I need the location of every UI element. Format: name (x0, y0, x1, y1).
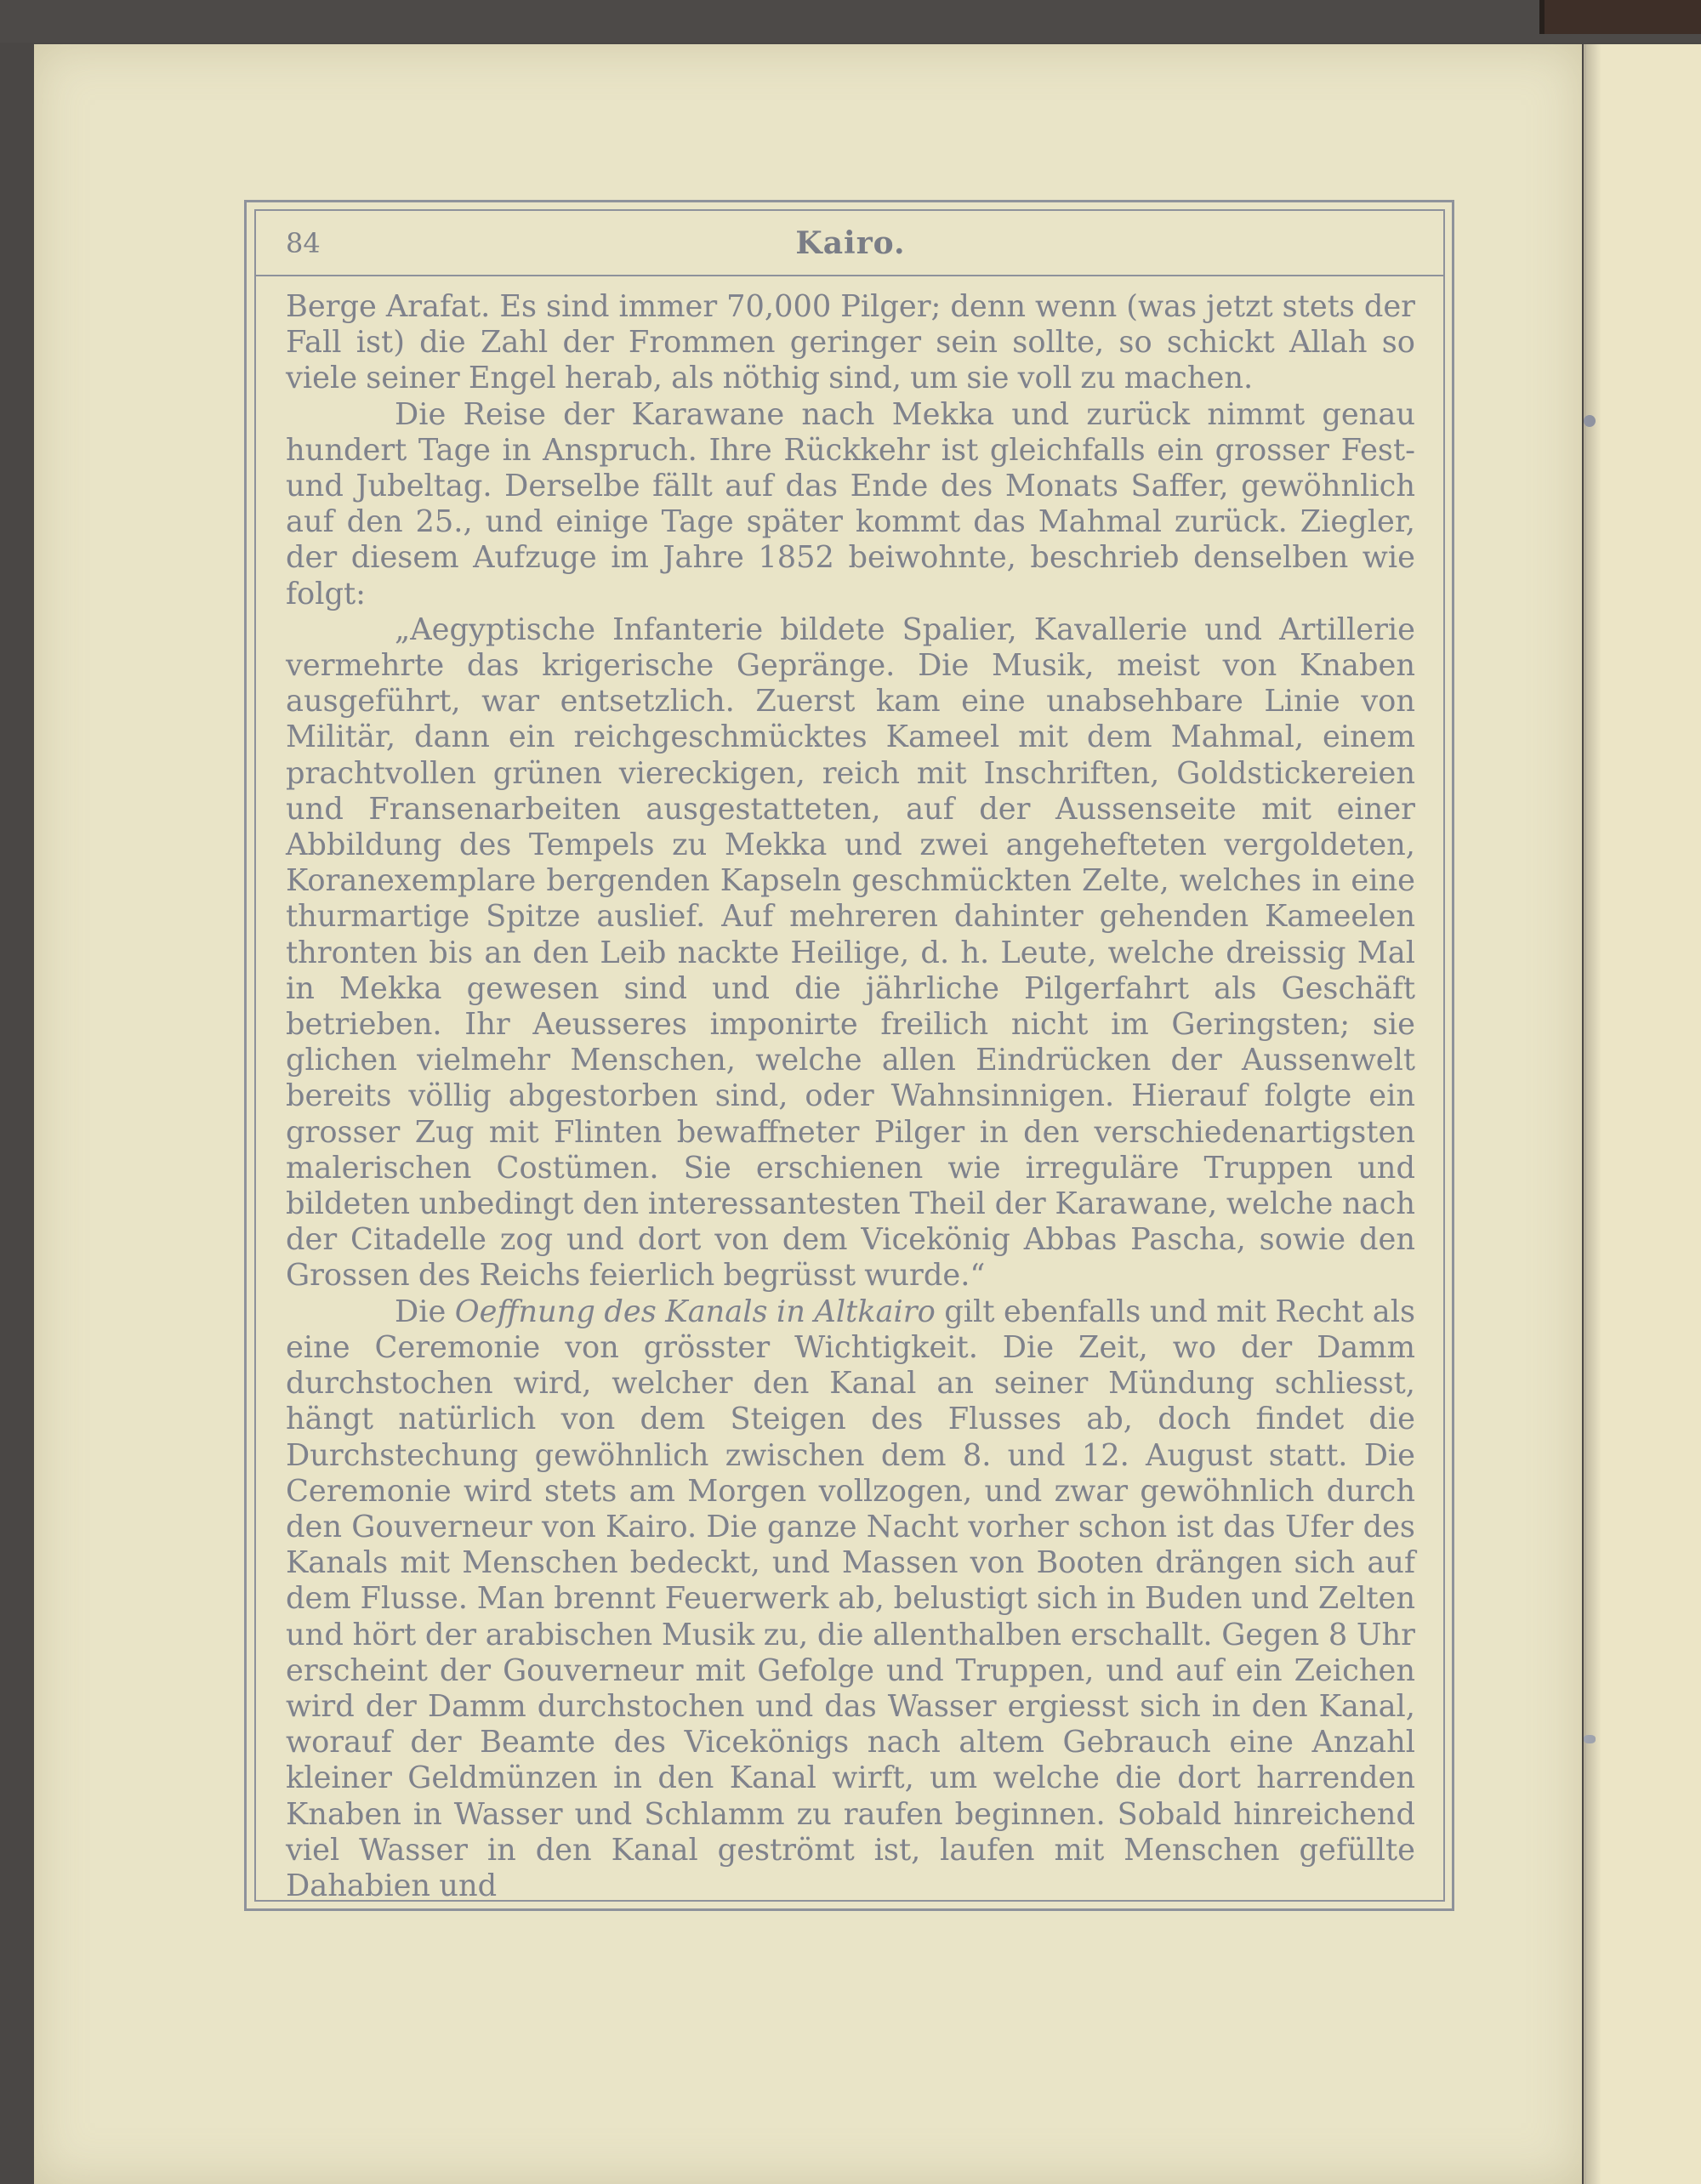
paragraph: Berge Arafat. Es sind immer 70,000 Pilger; denn wenn (was jetzt stets der Fall ist) die Zahl der Frommen geringer sein sollte, so schickt Allah so viele seiner Engel herab, als nöthig sind, um sie voll zu machen. (286, 289, 1415, 396)
margin-mark (1584, 1735, 1596, 1743)
page-number: 84 (286, 227, 321, 259)
paragraph (286, 1294, 1415, 1904)
header-rule (254, 275, 1445, 276)
margin-mark (1584, 415, 1596, 427)
paragraph-start: Die (395, 1294, 447, 1329)
paragraph: Die Reise der Karawane nach Mekka und zurück nimmt genau hundert Tage in Anspruch. Ihre Rückkehr ist gleichfalls ein grosser Fest- und Jubeltag. Derselbe fällt auf das Ende des Monats Saffer, gewöhnlich auf den 25., und einige Tage später kommt das Mahmal zurück. Ziegler, der diesem Aufzuge im Jahre 1852 beiwohnte, beschrieb denselben wie folgt: (286, 396, 1415, 611)
scan-background (0, 0, 1701, 43)
next-page-edge (1584, 44, 1701, 2184)
book-spine (1539, 0, 1701, 34)
italic-term: Oeffnung des Kanals in Altkairo (454, 1294, 936, 1329)
paragraph-rest: gilt ebenfalls und mit Recht als eine Ceremonie von grösster Wichtigkeit. Die Zeit, wo der Damm durchstochen wird, welcher den Kanal an seiner Mündung schliesst, hängt natürlich von dem Steigen des Flusses ab, doch findet die Durchstechung gewöhnlich zwischen dem 8. und 12. August statt. Die Ceremonie wird stets am Morgen vollzogen, und zwar gewöhnlich durch den Gouverneur von Kairo. Die ganze Nacht vorher schon ist das Ufer des Kanals mit Menschen bedeckt, und Massen von Booten drängen sich auf dem Flusse. Man brennt Feuerwerk ab, belustigt sich in Buden und Zelten und hört der arabischen Musik zu, die allenthalben erschallt. Gegen 8 Uhr erscheint der Gouverneur mit Gefolge und Truppen, und auf ein Zeichen wird der Damm durchstochen und das Wasser ergiesst sich in den Kanal, worauf der Beamte des Vicekönigs nach altem Gebrauch eine Anzahl kleiner Geldmünzen in den Kanal wirft, um welche die dort harrenden Knaben in Wasser und Schlamm zu raufen beginnen. Sobald hinreichend viel Wasser in den Kanal geströmt ist, laufen mit Menschen gefüllte Dahabien und (286, 1294, 1416, 1903)
quote-paragraph: „Aegyptische Infanterie bildete Spalier, Kavallerie und Artillerie vermehrte das krigerische Gepränge. Die Musik, meist von Knaben ausgeführt, war entsetzlich. Zuerst kam eine unabsehbare Linie von Militär, dann ein reichgeschmücktes Kameel mit dem Mahmal, einem prachtvollen grünen viereckigen, reich mit Inschriften, Goldstickereien und Fransenarbeiten ausgestatteten, auf der Aussenseite mit einer Abbildung des Tempels zu Mekka und zwei angehefteten vergoldeten, Koranexemplare bergenden Kapseln geschmückten Zelte, welches in eine thurmartige Spitze auslief. Auf mehreren dahinter gehenden Kameelen thronten bis an den Leib nackte Heilige, d. h. Leute, welche dreissig Mal in Mekka gewesen sind und die jährliche Pilgerfahrt als Geschäft betrieben. Ihr Aeusseres imponirte freilich nicht im Geringsten; sie glichen vielmehr Menschen, welche allen Eindrücken der Aussenwelt bereits völlig abgestorben sind, oder Wahnsinnigen. Hierauf folgte ein grosser Zug mit Flinten bewaffneter Pilger in den verschiedenartigsten malerischen Costümen. Sie erschienen wie irreguläre Truppen und bildeten unbedingt den interessantesten Theil der Karawane, welche nach der Citadelle zog und dort von dem Vicekönig Abbas Pascha, sowie den Grossen des Reichs feierlich begrüsst wurde.“ (286, 611, 1415, 1294)
running-head: Kairo. (795, 225, 906, 261)
body-text (286, 289, 1415, 1904)
